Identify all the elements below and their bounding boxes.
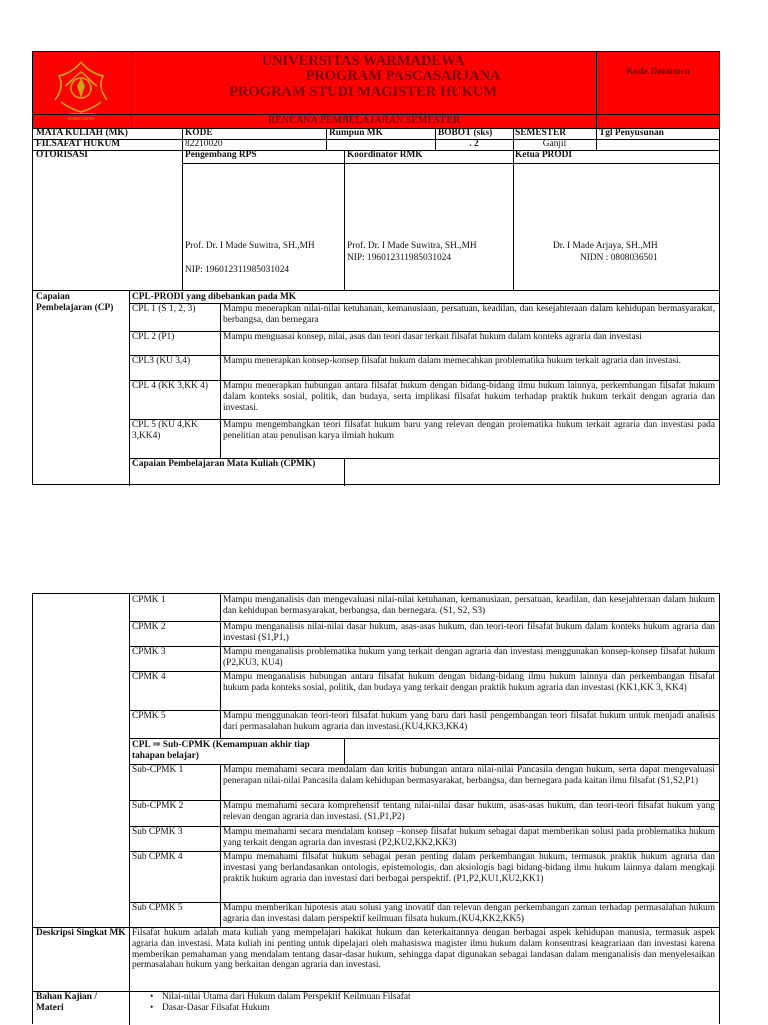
sub-cpmk-code: Sub CPMK 3 (132, 827, 183, 837)
cpl-desc: Mampu menguasai konsep, nilai, asas dan teori dasar terkait filsafat hukum dalam konteks agraria dan investasi (223, 332, 642, 342)
sub-cpmk-desc: Mampu memahami secara mendalam konsep –konsep filsafat hukum sebagai dapat memberikan solusi pada problematika hukum yang terkait dengan agraria dan investasi (P2,KU2,KK2,KK3) (223, 827, 715, 848)
coordinator-title: Koordinator RMK (347, 150, 423, 160)
cpmk-desc: Mampu menganalisis hubungan antara filsafat hukum dengan bidang-bidang ilmu hukum lainnya dan perkembangan filsafat hukum pada konteks sosial, politik, dan budaya yang terkait dengan praktik hukum agraria dan investasi (KK1,KK 3, KK4) (223, 672, 715, 693)
developer-nip: NIP: 196012311985031024 (185, 265, 290, 275)
cpmk-desc: Mampu menganalisis problematika hukum yang terkait dengan agraria dan investasi menggunakan konsep-konsep filsafat hukum (P2,KU3, KU4) (223, 647, 715, 668)
sub-cpmk-desc: Mampu memahami secara komprehensif tentang nilai-nilai dasar hukum, asas-asas hukum, dan teori-teori filsafat hukum yang relevan dengan agraria dan investasi. (S1,P1,P2) (223, 801, 715, 822)
doc-code-label: Kode Dokumen (626, 67, 690, 77)
weight-label: BOBOT (sks) (438, 128, 493, 138)
sub-cpmk-code: Sub-CPMK 2 (132, 801, 184, 811)
semester-label: SEMESTER (515, 128, 567, 138)
rps-page-2 (32, 593, 720, 1024)
sub-cpmk-code: Sub CPMK 5 (132, 903, 183, 913)
sub-cpmk-desc: Mampu memahami secara mendalam dan kritis hubungan antara nilai-nilai Pancasila dengan hukum, serta dapat mengevaluasi penerapan nilai-nilai Pancasila dalam kehidupan bermasyarakat, berbangsa, dan bernegara pada kaitan ilmu filsafat (S1,S2,P1) (223, 765, 715, 786)
sub-cpmk-desc: Mampu memberikan hipotesis atau solusi yang inovatif dan relevan dengan perkembangan zaman terhadap permasalahan hukum agraria dan investasi dalam perspektif keilmuan filsata hukum.(KU4,KK2,KK5) (223, 903, 715, 924)
developer-title: Pengembang RPS (185, 150, 257, 160)
svg-text:WARMADEWA: WARMADEWA (67, 116, 95, 121)
date-label: Tgl Penyusunan (599, 128, 664, 138)
rps-title: RENCANA PEMBELAJARAN SEMESTER (267, 115, 461, 126)
cluster-label: Rumpun MK (329, 128, 383, 138)
cpl-desc: Mampu menerapkan nilai-nilai ketuhanan, kemanusiaan, persatuan, keadilan, dan kesejahteraan dalam kehidupan bermasyarakat, berbangsa, dan bernegara (223, 304, 715, 325)
head-title: Ketua PRODI (515, 150, 573, 160)
cpl-desc: Mampu mengembangkan teori filsafat hukum baru yang relevan dengan prolematika hukum terkait agraria dan investasi pada penelitian atau penulisan karya ilmiah hukum (223, 420, 715, 441)
cpl-code: CPL 2 (P1) (132, 332, 175, 342)
developer-name: Prof. Dr. I Made Suwitra, SH.,MH (185, 241, 315, 251)
coordinator-nip: NIP: 196012311985031024 (347, 253, 452, 263)
authorization-label: OTORISASI (36, 150, 88, 160)
cpmk-code: CPMK 3 (132, 647, 166, 657)
cpl-prodi-header: CPL-PRODI yang dibebankan pada MK (132, 292, 297, 302)
weight-value: . 2 (469, 139, 479, 149)
list-item: • Dasar-Dasar Filsafat Hukum (150, 1003, 715, 1014)
arrow-icon: ⇒ (152, 740, 161, 750)
cpl-code: CPL 4 (KK 3,KK 4) (132, 381, 208, 391)
head-name: Dr. I Made Arjaya, SH.,MH (553, 241, 658, 251)
cpl-code: CPL3 (KU 3,4) (132, 356, 191, 366)
cpl-desc: Mampu menerapkan konsep-konsep filsafat hukum dalam memecahkan problematika hukum terkait agraria dan investasi. (223, 356, 681, 366)
code-label: KODE (185, 128, 213, 138)
cpmk-desc: Mampu menggunakan teori-teori filsafat hukum yang baru dari hasil pengembangan teori filsafat hukum untuk menjadi analisis dari permasalahan hukum agraria dan investasi.(KU4,KK3,KK4) (223, 711, 715, 732)
sub-cpmk-code: Sub CPMK 4 (132, 852, 183, 862)
rps-page-1 (32, 51, 720, 485)
sub-cpmk-desc: Mampu memahami filsafat hukum sebagai peran penting dalam perkembangan hukum, termasuk praktik hukum agraria dan investasi yang berlandasankan ontologis, epistemologis, dan aksiologis bagi bidang-bidang ilmu hukum lainnya dalam mengkaji praktik hukum agraria dan investasi dari berbagai perspektif. (P1,P2,KU1,KU2,KK1) (223, 852, 715, 884)
cpmk-desc: Mampu menganalisis dan mengevaluasi nilai-nilai ketuhanan, kemanusiaan, persatuan, keadilan, dan kesejahteraan dalam hukum dan kehidupan bermasyarakat, berbangsa, dan bernegara. (S1, S2, S3) (223, 595, 715, 616)
cpmk-desc: Mampu menganalisis nilai-nilai dasar hukum, asas-asas hukum, dan teori-teori filsafat hukum dalam konteks hukum agraria dan investasi (S1,P1,) (223, 622, 715, 643)
sub-cpmk-header: CPL ⇒ Sub-CPMK (Kemampuan akhir tiap tahapan belajar) (132, 740, 310, 761)
head-nidn: NIDN : 0808036501 (580, 253, 658, 263)
sub-cpmk-code: Sub-CPMK 1 (132, 765, 184, 775)
cpmk-header: Capaian Pembelajaran Mata Kuliah (CPMK) (132, 459, 316, 469)
materials-list (132, 992, 715, 1014)
study-program-name: PROGRAM STUDI MAGISTER HUKUM (229, 84, 497, 100)
cpmk-code: CPMK 5 (132, 711, 166, 721)
cpmk-code: CPMK 2 (132, 622, 166, 632)
university-name: UNIVERSITAS WARMADEWA (261, 53, 465, 69)
cpl-code: CPL 1 (S 1, 2, 3) (132, 304, 196, 314)
course-value: FILSAFAT HUKUM (36, 139, 121, 149)
semester-value: Ganjil (542, 139, 567, 149)
list-item: • Nilai-nilai Utama dari Hukum dalam Perspektif Keilmuan Filsafat (150, 992, 715, 1003)
course-label: MATA KULIAH (MK) (36, 128, 128, 138)
code-value: 82210020 (185, 139, 223, 149)
cp-label: Capaian Pembelajaran (CP) (36, 292, 114, 313)
description-text: Filsafat hukum adalah mata kuliah yang mempelajari hakikat hukum dan keterkaitannya dengan berbagai aspek kehidupan manusia, termasuk aspek agraria dan investasi. Mata kuliah ini penting untuk dipelajari oleh mahasiswa magister ilmu hukum dalam konsentrasi keagrariaan dan investasi karena memberikan pemahaman yang mendalam tentang dasar-dasar hukum, sehingga dapat digunakan sebagai landasan dalam menganalisis dan menyelesaikan permasalahan hukum yang berkaitan dengan agraria dan investasi. (132, 928, 715, 971)
cpl-code: CPL 5 (KU 4,KK 3,KK4) (132, 420, 198, 441)
cpmk-code: CPMK 1 (132, 595, 166, 605)
university-logo (45, 56, 117, 122)
coordinator-name: Prof. Dr. I Made Suwitra, SH.,MH (347, 241, 477, 251)
program-name: PROGRAM PASCASARJANA (305, 68, 501, 84)
cpl-desc: Mampu menerapkan hubungan antara filsafat hukum dengan bidang-bidang ilmu hukum lainnya, perkembangan filsafat hukum dalam konteks sosial, politik, dan budaya, serta implikasi filsafat hukum terhadap praktik hukum terkait dengan agraria dan investasi. (223, 381, 715, 413)
materials-label: Bahan Kajian / Materi (36, 992, 97, 1013)
cpmk-code: CPMK 4 (132, 672, 166, 682)
description-label: Deskripsi Singkat MK (36, 928, 126, 938)
